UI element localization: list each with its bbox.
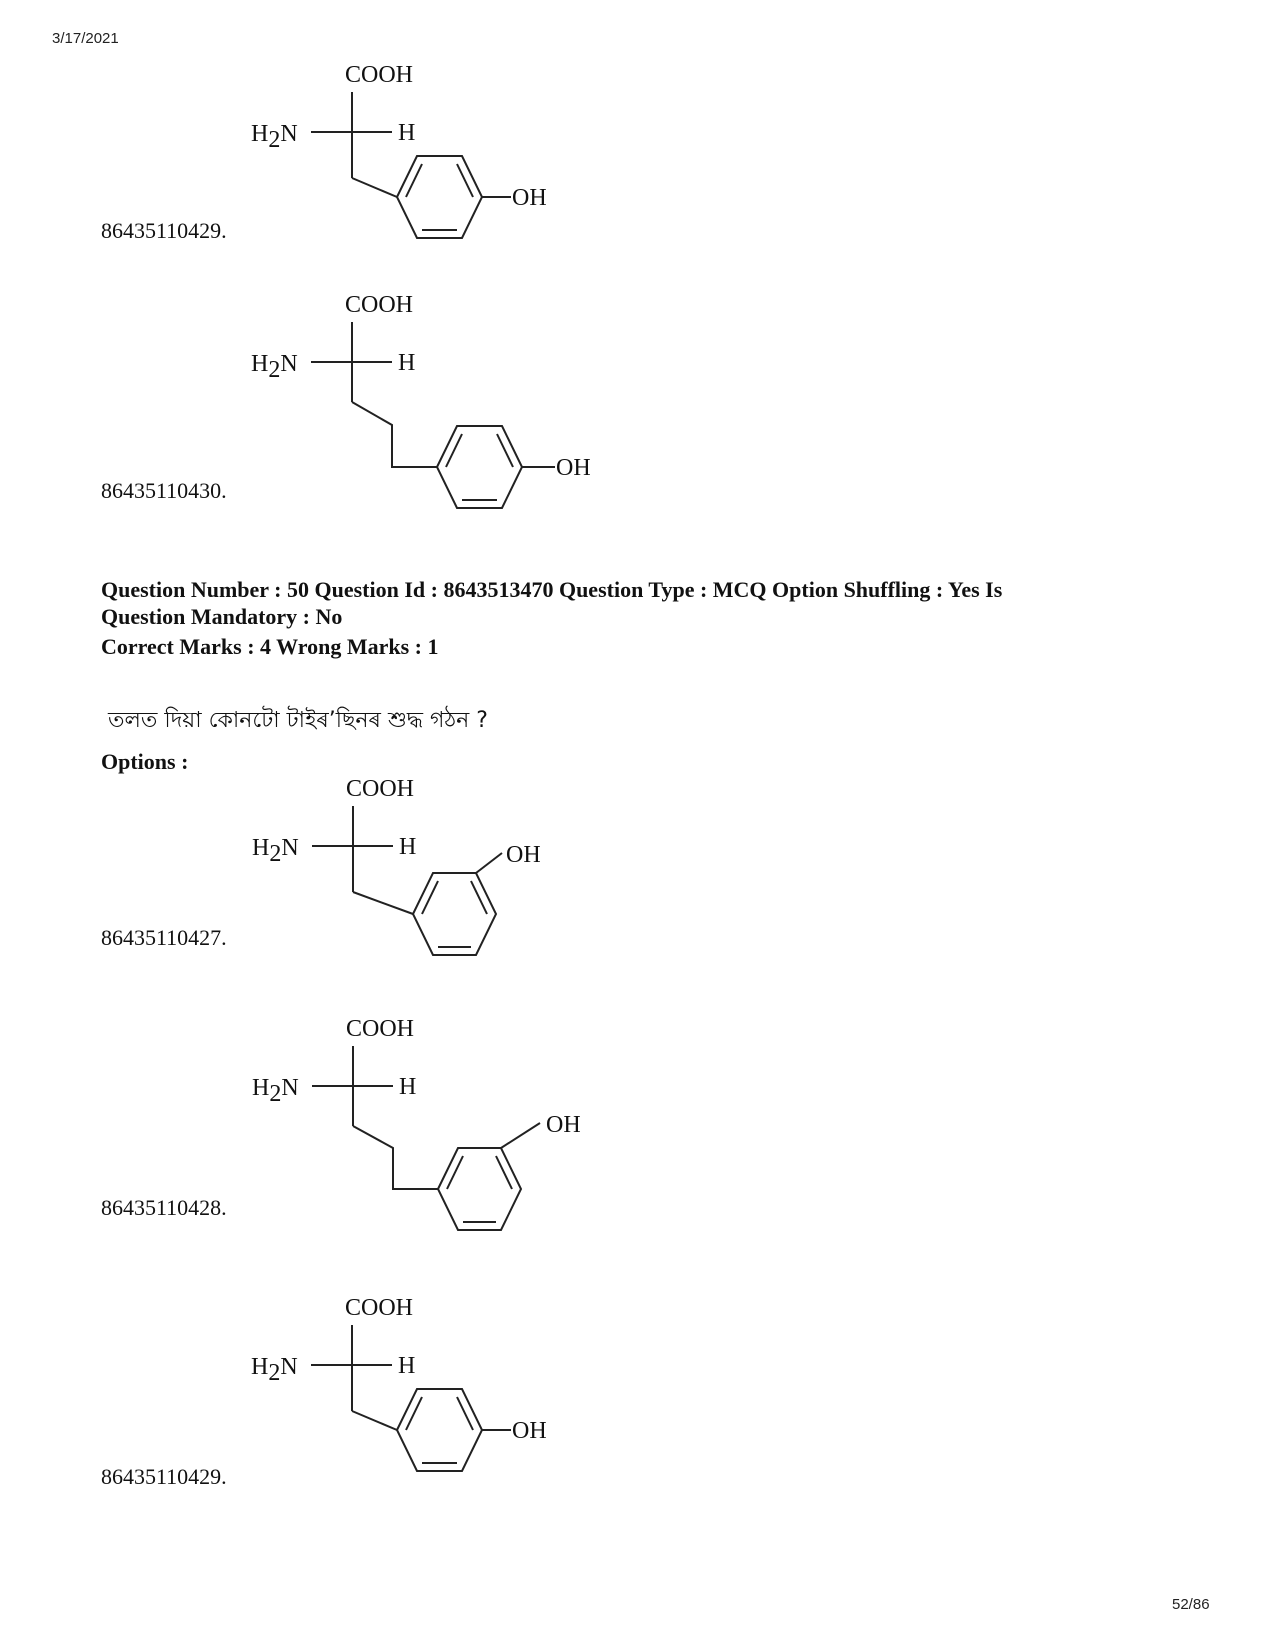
structure-para-tyrosine bbox=[251, 62, 547, 238]
question-text: তলত দিয়া কোনটো টাইৰ’ছিনৰ শুদ্ধ গঠন ? bbox=[108, 708, 488, 733]
hydrogen-label: H bbox=[399, 834, 417, 860]
benzene-ring bbox=[438, 1148, 521, 1230]
ring-double-bond bbox=[406, 1397, 422, 1430]
amine-label: H2N bbox=[252, 1075, 299, 1107]
hydroxyl-label: OH bbox=[556, 455, 591, 481]
structure-para-extended bbox=[251, 292, 591, 508]
structure-meta-tyrosine bbox=[252, 776, 541, 955]
benzene-ring bbox=[437, 426, 522, 508]
amine-label: H2N bbox=[251, 1354, 298, 1386]
side-chain-bond bbox=[352, 402, 437, 467]
amine-label: H2N bbox=[252, 835, 299, 867]
carboxyl-label: COOH bbox=[345, 292, 414, 318]
ring-double-bond bbox=[471, 881, 487, 914]
ring-double-bond bbox=[406, 164, 422, 197]
ring-double-bond bbox=[457, 1397, 473, 1430]
hydroxyl-bond bbox=[476, 853, 502, 873]
ring-double-bond bbox=[422, 881, 438, 914]
option-id: 86435110427. bbox=[101, 925, 227, 950]
hydroxyl-label: OH bbox=[512, 1418, 547, 1444]
option-id: 86435110429. bbox=[101, 218, 227, 243]
ring-double-bond bbox=[497, 434, 513, 467]
side-chain-bond bbox=[352, 1411, 397, 1430]
hydroxyl-bond bbox=[501, 1123, 540, 1148]
carboxyl-label: COOH bbox=[345, 62, 414, 88]
hydroxyl-label: OH bbox=[546, 1112, 581, 1138]
ring-double-bond bbox=[446, 434, 462, 467]
hydrogen-label: H bbox=[398, 120, 416, 146]
benzene-ring bbox=[397, 1389, 482, 1471]
print-date: 3/17/2021 bbox=[52, 30, 119, 47]
option-id: 86435110430. bbox=[101, 478, 227, 503]
benzene-ring bbox=[397, 156, 482, 238]
question-marks: Correct Marks : 4 Wrong Marks : 1 bbox=[101, 634, 439, 659]
structure-meta-extended bbox=[252, 1016, 581, 1230]
ring-double-bond bbox=[496, 1156, 512, 1189]
amine-label: H2N bbox=[251, 121, 298, 153]
hydroxyl-label: OH bbox=[512, 185, 547, 211]
hydrogen-label: H bbox=[399, 1074, 417, 1100]
carboxyl-label: COOH bbox=[346, 1016, 415, 1042]
option-id: 86435110428. bbox=[101, 1195, 227, 1220]
amine-label: H2N bbox=[251, 351, 298, 383]
side-chain-bond bbox=[352, 178, 397, 197]
side-chain-bond bbox=[353, 1126, 438, 1189]
ring-double-bond bbox=[457, 164, 473, 197]
options-label: Options : bbox=[101, 749, 189, 774]
question-meta-line-2: Question Mandatory : No bbox=[101, 604, 343, 629]
benzene-ring bbox=[413, 873, 496, 955]
carboxyl-label: COOH bbox=[345, 1295, 414, 1321]
hydrogen-label: H bbox=[398, 350, 416, 376]
carboxyl-label: COOH bbox=[346, 776, 415, 802]
ring-double-bond bbox=[447, 1156, 463, 1189]
hydroxyl-label: OH bbox=[506, 842, 541, 868]
side-chain-bond bbox=[353, 892, 413, 914]
page-number: 52/86 bbox=[1172, 1596, 1210, 1613]
hydrogen-label: H bbox=[398, 1353, 416, 1379]
option-id: 86435110429. bbox=[101, 1464, 227, 1489]
question-meta-line-1: Question Number : 50 Question Id : 8643513470 Question Type : MCQ Option Shuffling : Yes Is bbox=[101, 577, 1003, 602]
structure-para-tyrosine-option bbox=[251, 1295, 547, 1471]
